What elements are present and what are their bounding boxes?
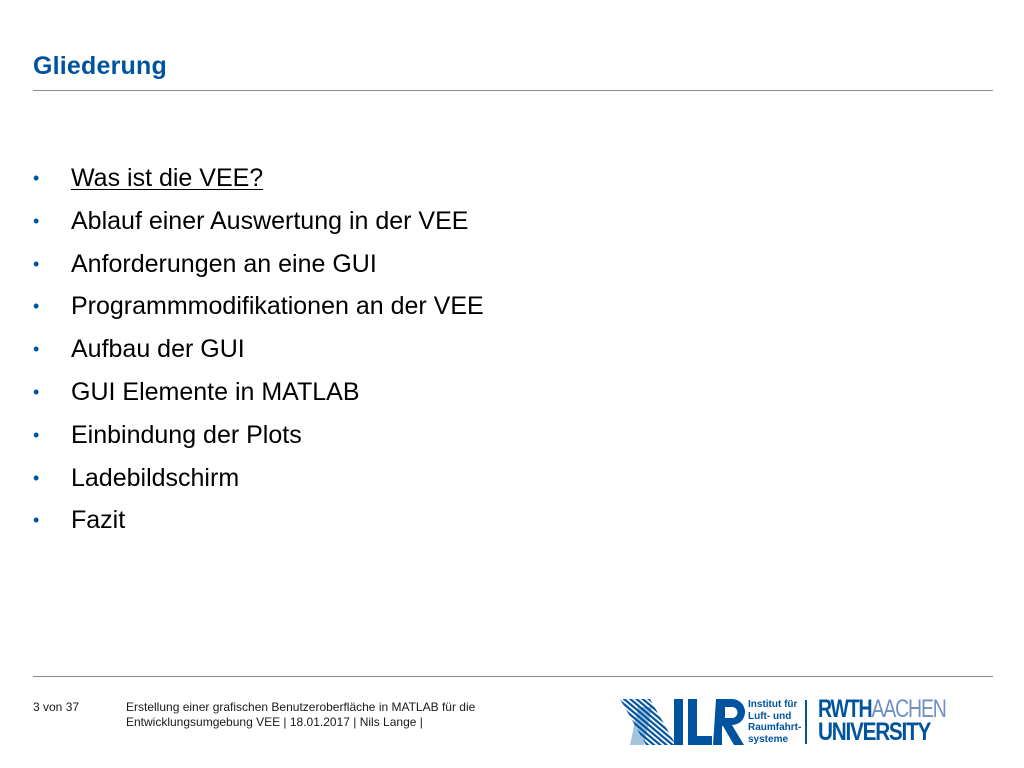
page-number: 3 von 37 <box>33 700 80 714</box>
agenda-item: Programmmodifikationen an der VEE <box>71 292 484 321</box>
rwth-logo-row-2: UNIVERSITY <box>818 718 931 746</box>
footer-line-2: Entwicklungsumgebung VEE | 18.01.2017 | Nils Lange | <box>126 715 423 729</box>
bullet-icon: • <box>33 339 40 360</box>
agenda-item: Einbindung der Plots <box>71 420 302 449</box>
footer-divider <box>33 676 993 677</box>
bullet-icon: • <box>33 210 40 231</box>
aachen-text: AACHEN <box>871 695 946 723</box>
bullet-icon: • <box>33 253 40 274</box>
bullet-icon: • <box>33 424 40 445</box>
footer-caption <box>126 700 546 730</box>
agenda-item: Aufbau der GUI <box>71 335 245 364</box>
ilr-text-line: Luft- und <box>748 710 792 722</box>
bullet-icon: • <box>33 467 40 488</box>
footer-line-1: Erstellung einer grafischen Benutzeroberfläche in MATLAB für die <box>126 700 476 714</box>
ilr-institute-name <box>748 699 808 745</box>
agenda-item: Anforderungen an eine GUI <box>71 249 377 278</box>
bullet-icon: • <box>33 296 40 317</box>
logo-divider <box>805 700 807 744</box>
ilr-text-line: Institut für <box>748 699 798 710</box>
rwth-logo <box>818 695 994 746</box>
title-divider <box>33 90 993 91</box>
agenda-item: GUI Elemente in MATLAB <box>71 377 360 406</box>
agenda-item: Ladebildschirm <box>71 463 240 492</box>
agenda-item: Ablauf einer Auswertung in der VEE <box>71 206 469 235</box>
agenda-item-link[interactable]: Was ist die VEE? <box>71 164 264 192</box>
ilr-logo-icon <box>620 697 746 747</box>
bullet-icon: • <box>33 381 40 402</box>
ilr-text-line: systeme <box>748 733 789 745</box>
bullet-icon: • <box>33 510 40 531</box>
agenda-item: Fazit <box>71 506 126 535</box>
ilr-text-line: Raumfahrt- <box>748 722 802 733</box>
slide-title: Gliederung <box>33 52 167 80</box>
rwth-text: RWTH <box>818 695 872 723</box>
bullet-icon: • <box>33 168 40 188</box>
